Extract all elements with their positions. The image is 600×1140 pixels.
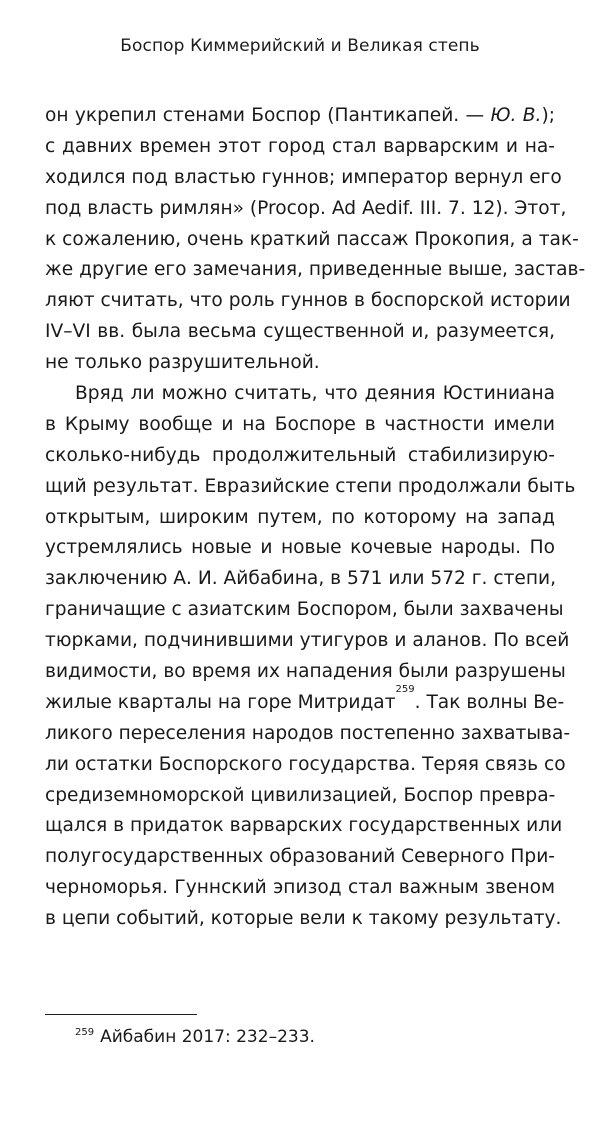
text-line: не только разрушительной. — [45, 352, 320, 374]
text-line: ликого переселения народов постепенно захватыва- — [45, 722, 571, 744]
text-line: он укрепил стенами Боспор (Пантикапей. — Ю. В.); — [45, 105, 555, 126]
footnote-259 — [75, 1027, 315, 1047]
text-line: Вряд ли можно считать, что деяния Юстиниана — [75, 383, 555, 405]
text-line: ляют считать, что роль гуннов в боспорской истории — [45, 290, 571, 312]
author-initials: Ю. В. — [490, 105, 542, 126]
footnote-reference[interactable]: 259 — [395, 683, 415, 695]
paragraph-2 — [45, 379, 576, 935]
text-line: ли остатки Боспорского государства. Теряя связь со — [45, 753, 566, 775]
text-line: сколько-нибудь продолжительный стабилизирую- — [45, 444, 555, 466]
main-text — [45, 101, 586, 935]
paragraph-1 — [45, 101, 586, 379]
text-line: устремлялись новые и новые кочевые народы. По — [45, 537, 555, 559]
running-header-title: Боспор Киммерийский и Великая степь — [120, 36, 480, 56]
text-line: же другие его замечания, приведенные выше, застав- — [45, 259, 586, 281]
footnote-divider — [45, 1014, 197, 1015]
text-line: в Крыму вообще и на Боспоре в частности имели — [45, 413, 555, 435]
text-line: полугосударственных образований Северного При- — [45, 846, 555, 868]
text-line: ходился под властью гуннов; император вернул его — [45, 166, 562, 188]
text-line: в цепи событий, которые вели к такому результату. — [45, 908, 562, 930]
footnote-text: Айбабин 2017: 232–233. — [100, 1027, 315, 1047]
text-line: жилые кварталы на горе Митридат$^{259}$. Так волны Ве- — [45, 683, 565, 713]
text-line: видимости, во время их нападения были разрушены — [45, 661, 566, 683]
text-line: тюрками, подчинившими утигуров и аланов. По всей — [45, 630, 570, 652]
text-line: черноморья. Гуннский эпизод стал важным звеном — [45, 877, 555, 899]
text-line: щий результат. Евразийские степи продолжали быть — [45, 475, 576, 497]
text-line: щался в придаток варварских государственных или — [45, 815, 563, 837]
text-line: открытым, широким путем, по которому на запад — [45, 506, 555, 528]
text-line: IV–VI вв. была весьма существенной и, разумеется, — [45, 321, 555, 343]
text-line: граничащие с азиатским Боспором, были захвачены — [45, 599, 564, 621]
text-line: к сожалению, очень краткий пассаж Прокопия, а так- — [45, 228, 579, 250]
footnote-number: 259 — [75, 1027, 95, 1038]
text-line: заключению А. И. Айбабина, в 571 или 572 г. степи, — [45, 568, 557, 590]
text-line: под власть римлян» (Procop. Ad Aedif. III. 7. 12). Этот, — [45, 197, 567, 219]
text-line: с давних времен этот город стал варварским и на- — [45, 135, 555, 157]
text-line: средиземноморской цивилизацией, Боспор превра- — [45, 784, 556, 806]
